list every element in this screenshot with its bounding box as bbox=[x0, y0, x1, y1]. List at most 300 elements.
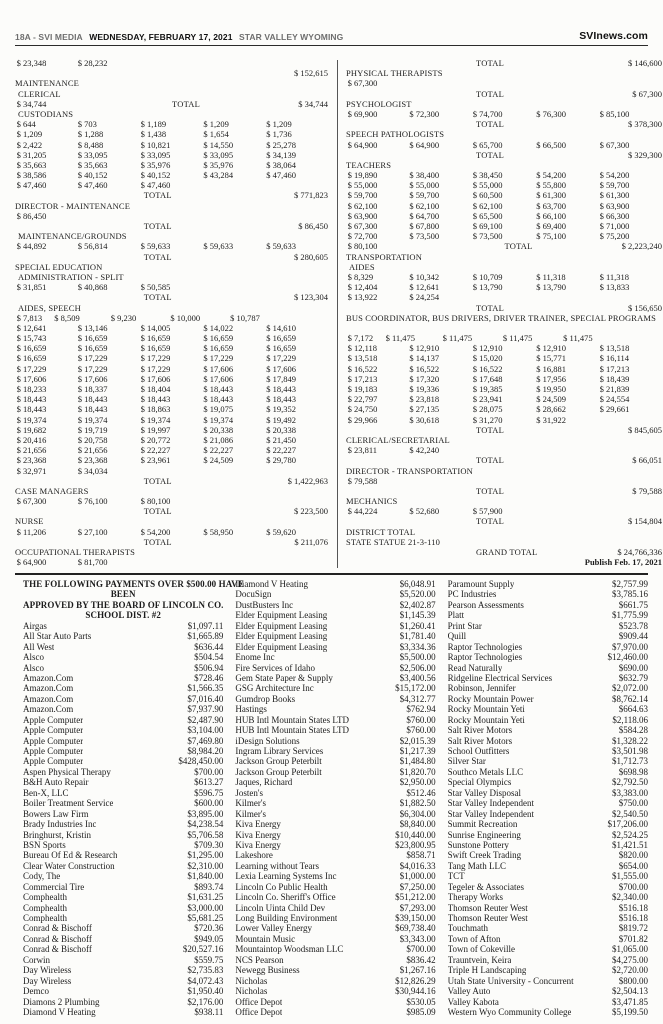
salary-heading-row bbox=[346, 262, 663, 272]
payee-name: Kilmer's bbox=[235, 798, 266, 809]
payment-amount: $4,312.77 bbox=[399, 693, 436, 704]
amount-cell: $ 86,450 bbox=[16, 210, 47, 221]
payment-amount: $51,212.00 bbox=[395, 892, 436, 903]
payment-amount: $3,501.98 bbox=[611, 746, 648, 756]
payment-row bbox=[235, 704, 435, 714]
amount-cell: $ 18,233 bbox=[16, 384, 47, 394]
total-label: TOTAL bbox=[143, 506, 172, 517]
salary-column-right bbox=[346, 58, 663, 567]
amount-cell: $ 11,475 bbox=[442, 333, 473, 344]
amount-cell: $ 21,656 bbox=[77, 445, 108, 456]
payee-name: Josten's bbox=[235, 787, 263, 798]
payment-row bbox=[235, 840, 435, 850]
amount-cell: $ 59,700 bbox=[599, 180, 630, 191]
payee-name: All West bbox=[23, 641, 55, 652]
salary-row bbox=[346, 445, 663, 455]
amount-cell: $ 52,680 bbox=[409, 506, 440, 517]
payment-row bbox=[448, 986, 648, 996]
amount-cell: $ 56,814 bbox=[77, 241, 108, 252]
payment-amount: $2,015.39 bbox=[399, 735, 436, 746]
payee-name: Paramount Supply bbox=[447, 579, 515, 589]
salary-row bbox=[15, 466, 329, 476]
salary-row bbox=[15, 99, 329, 109]
amount-cell: $ 69,900 bbox=[347, 108, 378, 119]
salary-row bbox=[15, 476, 329, 486]
payment-row bbox=[235, 809, 435, 819]
payment-row bbox=[448, 694, 648, 704]
salary-row bbox=[15, 394, 329, 404]
total-value: $ 378,300 bbox=[628, 119, 662, 130]
payment-row bbox=[448, 798, 648, 808]
section-heading: DIRECTOR - TRANSPORTATION bbox=[346, 465, 473, 476]
payment-amount: $7,293.00 bbox=[399, 902, 436, 913]
amount-cell: $ 31,851 bbox=[16, 282, 47, 293]
payment-row bbox=[235, 788, 435, 798]
amount-cell: $ 33,095 bbox=[203, 149, 234, 160]
salary-row bbox=[15, 252, 329, 262]
amount-cell: $ 38,586 bbox=[16, 170, 47, 181]
total-value: $ 154,804 bbox=[628, 516, 662, 527]
payment-row bbox=[23, 809, 223, 819]
payment-row bbox=[235, 746, 435, 756]
payee-name: Elder Equipment Leasing bbox=[235, 610, 328, 621]
payment-amount: $1,065.00 bbox=[611, 944, 648, 955]
payment-row bbox=[23, 756, 223, 766]
payment-row bbox=[235, 1007, 435, 1017]
payee-name: Apple Computer bbox=[23, 735, 84, 746]
payment-row bbox=[448, 882, 648, 892]
salary-row bbox=[346, 415, 663, 425]
payment-amount: $15,172.00 bbox=[395, 683, 436, 694]
payment-row bbox=[235, 934, 435, 944]
amount-cell: $ 59,700 bbox=[409, 190, 440, 201]
amount-cell: $ 28,075 bbox=[472, 404, 503, 415]
amount-cell: $ 1,209 bbox=[266, 119, 292, 130]
payment-row bbox=[448, 600, 648, 610]
amount-cell: $ 27,100 bbox=[77, 526, 108, 537]
amount-cell: $ 72,300 bbox=[409, 108, 440, 119]
payment-amount: $2,310.00 bbox=[187, 860, 224, 871]
payee-name: Quill bbox=[447, 631, 467, 642]
salary-row bbox=[15, 343, 329, 353]
salary-row bbox=[15, 180, 329, 190]
payee-name: Office Depot bbox=[235, 1006, 283, 1017]
payee-name: Salt River Motors bbox=[447, 725, 513, 736]
amount-cell: $ 73,500 bbox=[409, 231, 440, 242]
amount-cell: $ 19,336 bbox=[409, 384, 440, 394]
salary-row bbox=[15, 404, 329, 414]
amount-cell: $ 54,200 bbox=[599, 170, 630, 181]
payee-name: Demco bbox=[23, 986, 49, 997]
payment-amount: $3,471.85 bbox=[611, 996, 648, 1007]
total-label: TOTAL bbox=[475, 119, 504, 130]
amount-cell: $ 34,034 bbox=[77, 465, 108, 476]
payment-amount: $23,800.95 bbox=[395, 839, 436, 850]
total-label: TOTAL bbox=[475, 302, 504, 313]
section-divider bbox=[15, 573, 648, 575]
payment-row bbox=[448, 736, 648, 746]
total-value: $ 24,766,336 bbox=[617, 547, 662, 557]
payment-amount: $8,984.20 bbox=[187, 746, 224, 756]
amount-cell: $ 19,374 bbox=[203, 414, 234, 425]
salary-row bbox=[346, 374, 663, 384]
payee-name: Long Building Environment bbox=[235, 913, 338, 923]
payment-row bbox=[23, 798, 223, 808]
payment-row bbox=[448, 683, 648, 693]
payment-row bbox=[448, 944, 648, 954]
total-value: $ 146,600 bbox=[628, 58, 662, 68]
amount-cell: $ 13,922 bbox=[347, 292, 378, 303]
payee-name: Conrad & Bischoff bbox=[23, 944, 92, 955]
salary-row bbox=[346, 272, 663, 282]
salary-row bbox=[346, 241, 663, 251]
payee-name: Learning without Tears bbox=[235, 860, 320, 871]
salary-row bbox=[15, 58, 329, 68]
payee-name: Comphealth bbox=[23, 913, 67, 923]
payment-amount: $584.28 bbox=[618, 725, 648, 736]
section-heading: SPECIAL EDUCATION bbox=[15, 261, 103, 272]
salary-heading-row bbox=[346, 313, 663, 323]
payee-name: NCS Pearson bbox=[235, 954, 284, 965]
section-heading: MAINTENANCE bbox=[15, 78, 79, 89]
salary-heading-row bbox=[15, 109, 329, 119]
payment-amount: $3,383.00 bbox=[611, 787, 648, 798]
amount-cell: $ 20,338 bbox=[266, 424, 296, 435]
payment-row bbox=[448, 788, 648, 798]
section-heading: ADMINISTRATION - SPLIT bbox=[18, 271, 124, 282]
salary-row bbox=[15, 211, 329, 221]
payment-amount: $700.00 bbox=[194, 766, 224, 777]
payment-amount: $2,950.00 bbox=[399, 777, 436, 788]
amount-cell: $ 1,736 bbox=[266, 129, 292, 140]
amount-cell: $ 18,443 bbox=[77, 404, 108, 415]
payment-row bbox=[235, 579, 435, 589]
amount-cell: $ 13,518 bbox=[347, 353, 378, 364]
payment-amount: $2,402.87 bbox=[399, 599, 436, 610]
salary-heading-row bbox=[15, 262, 329, 272]
section-heading: OCCUPATIONAL THERAPISTS bbox=[15, 547, 136, 557]
amount-cell: $ 76,100 bbox=[77, 496, 108, 507]
payment-row bbox=[23, 861, 223, 871]
amount-cell: $ 47,460 bbox=[140, 180, 171, 191]
payment-row bbox=[23, 955, 223, 965]
payee-name: Apple Computer bbox=[23, 756, 84, 767]
amount-cell: $ 18,443 bbox=[203, 394, 234, 405]
payment-row bbox=[235, 892, 435, 902]
amount-cell: $ 60,500 bbox=[472, 190, 503, 201]
amount-cell: $ 13,790 bbox=[472, 282, 503, 293]
amount-cell: $ 59,633 bbox=[140, 241, 171, 252]
salary-row bbox=[346, 486, 663, 496]
amount-cell: $ 31,205 bbox=[16, 149, 47, 160]
payee-name: Star Valley Disposal bbox=[447, 787, 521, 798]
amount-cell: $ 71,000 bbox=[599, 221, 630, 231]
amount-cell: $ 16,659 bbox=[140, 343, 171, 354]
amount-cell: $ 63,900 bbox=[347, 210, 378, 221]
amount-cell: $ 50,585 bbox=[140, 282, 171, 293]
total-value: $ 123,304 bbox=[294, 292, 328, 303]
payment-row bbox=[23, 767, 223, 777]
amount-cell: $ 38,450 bbox=[472, 170, 503, 181]
payment-amount: $820.00 bbox=[618, 850, 648, 861]
amount-cell: $ 17,229 bbox=[266, 353, 296, 364]
payee-name: Alsco bbox=[23, 662, 44, 673]
payment-row bbox=[448, 913, 648, 923]
salary-row bbox=[15, 455, 329, 465]
section-heading: CASE MANAGERS bbox=[15, 485, 89, 496]
payment-amount: $559.75 bbox=[194, 954, 224, 965]
total-label: TOTAL bbox=[143, 190, 172, 201]
payee-name: Sunstone Pottery bbox=[447, 839, 509, 850]
payment-row bbox=[23, 882, 223, 892]
payee-name: Office Depot bbox=[235, 996, 283, 1007]
total-label: TOTAL bbox=[475, 424, 504, 435]
amount-cell: $ 47,460 bbox=[266, 170, 296, 181]
salary-row bbox=[346, 343, 663, 353]
payment-amount: $613.27 bbox=[194, 777, 224, 788]
payment-row bbox=[448, 809, 648, 819]
payment-amount: $4,275.00 bbox=[611, 954, 648, 965]
amount-cell: $ 62,100 bbox=[347, 200, 378, 211]
amount-cell: $ 15,020 bbox=[472, 353, 503, 364]
payee-name: Tang Math LLC bbox=[447, 860, 507, 871]
payee-name: Clear Water Construction bbox=[23, 860, 115, 871]
payment-row bbox=[448, 715, 648, 725]
total-label: TOTAL bbox=[475, 58, 504, 68]
salary-row bbox=[15, 353, 329, 363]
payee-name: Nicholas bbox=[235, 986, 268, 997]
salary-row bbox=[346, 201, 663, 211]
amount-cell: $ 19,183 bbox=[347, 384, 378, 394]
payment-row bbox=[235, 976, 435, 986]
amount-cell: $ 55,800 bbox=[536, 180, 566, 191]
amount-cell: $ 33,095 bbox=[140, 149, 171, 160]
payment-row bbox=[448, 976, 648, 986]
amount-cell: $ 20,758 bbox=[77, 434, 108, 445]
amount-cell: $ 16,659 bbox=[16, 343, 47, 354]
payment-amount: $10,440.00 bbox=[395, 829, 436, 840]
total-value: $ 771,823 bbox=[294, 190, 328, 201]
salary-row bbox=[15, 160, 329, 170]
payee-name: Triple H Landscaping bbox=[447, 965, 527, 976]
payment-amount: $4,016.33 bbox=[399, 860, 436, 871]
payment-amount: $12,826.29 bbox=[395, 975, 436, 986]
payment-amount: $4,238.54 bbox=[187, 819, 224, 830]
payee-name: Kiva Energy bbox=[235, 839, 281, 850]
payment-amount: $1,295.00 bbox=[187, 850, 224, 861]
payment-amount: $909.44 bbox=[618, 631, 648, 642]
payee-name: Tegeler & Associates bbox=[447, 881, 525, 892]
amount-cell: $ 30,618 bbox=[409, 414, 440, 425]
amount-cell: $ 64,700 bbox=[409, 210, 440, 221]
amount-cell: $ 19,950 bbox=[536, 384, 566, 394]
payment-amount: $1,781.40 bbox=[399, 631, 436, 642]
payment-row bbox=[448, 850, 648, 860]
amount-cell: $ 81,700 bbox=[77, 557, 108, 568]
amount-cell: $ 72,700 bbox=[347, 231, 378, 242]
total-label: TOTAL bbox=[143, 292, 172, 303]
amount-cell: $ 17,229 bbox=[140, 353, 171, 364]
payment-row bbox=[23, 694, 223, 704]
payment-amount: $5,706.58 bbox=[187, 829, 224, 840]
amount-cell: $ 10,787 bbox=[230, 312, 260, 323]
total-value: $ 845,605 bbox=[628, 424, 662, 435]
amount-cell: $ 47,460 bbox=[77, 180, 108, 191]
payee-name: Elder Equipment Leasing bbox=[235, 631, 328, 642]
masthead-date: WEDNESDAY, FEBRUARY 17, 2021 bbox=[89, 32, 233, 42]
amount-cell: $ 55,000 bbox=[409, 180, 440, 191]
payment-row bbox=[448, 631, 648, 641]
payment-row bbox=[23, 997, 223, 1007]
payee-name: Raptor Technologies bbox=[447, 652, 523, 663]
salary-row bbox=[346, 221, 663, 231]
amount-cell: $ 19,890 bbox=[347, 170, 378, 181]
amount-cell: $ 8,488 bbox=[77, 139, 104, 150]
section-heading: DISTRICT TOTAL bbox=[346, 526, 416, 537]
payment-amount: $523.78 bbox=[618, 620, 648, 631]
amount-cell: $ 61,300 bbox=[536, 190, 566, 201]
payment-amount: $836.42 bbox=[406, 954, 436, 965]
payment-row bbox=[23, 913, 223, 923]
amount-cell: $ 14,005 bbox=[140, 322, 171, 333]
salary-row bbox=[15, 384, 329, 394]
amount-cell: $ 10,821 bbox=[140, 139, 171, 150]
payment-row bbox=[448, 756, 648, 766]
payee-name: Day Wireless bbox=[23, 965, 72, 976]
payment-amount: $701.82 bbox=[618, 933, 648, 944]
payee-name: Fire Services of Idaho bbox=[235, 662, 316, 673]
amount-cell: $ 17,849 bbox=[266, 373, 296, 384]
payment-amount: $6,304.00 bbox=[399, 808, 436, 819]
salary-row bbox=[346, 364, 663, 374]
total-value: $ 2,223,240 bbox=[621, 241, 662, 252]
amount-cell: $ 59,620 bbox=[266, 526, 296, 537]
total-value: $ 329,300 bbox=[628, 149, 662, 160]
salary-row bbox=[15, 496, 329, 506]
amount-cell: $ 66,300 bbox=[599, 210, 630, 221]
payee-name: Rocky Mountain Yeti bbox=[447, 714, 525, 725]
salary-heading-row bbox=[15, 303, 329, 313]
amount-cell: $ 63,700 bbox=[536, 200, 566, 211]
amount-cell: $ 69,400 bbox=[536, 221, 566, 231]
section-heading: STATE STATUE 21-3-110 bbox=[346, 536, 441, 547]
salary-heading-row bbox=[15, 272, 329, 282]
payment-row bbox=[448, 892, 648, 902]
amount-cell: $ 19,997 bbox=[140, 424, 171, 435]
payment-amount: $1,328.22 bbox=[611, 735, 648, 746]
amount-cell: $ 16,659 bbox=[16, 353, 47, 364]
payment-amount: $3,785.16 bbox=[611, 589, 648, 600]
payment-amount: $1,712.73 bbox=[611, 756, 648, 767]
amount-cell: $ 75,100 bbox=[536, 231, 566, 242]
masthead-left bbox=[15, 32, 347, 42]
payee-name: Star Valley Independent bbox=[447, 808, 534, 819]
payee-name: PC Industries bbox=[447, 589, 497, 600]
salary-row bbox=[15, 129, 329, 139]
payment-row bbox=[235, 610, 435, 620]
section-heading: CLERICAL/SECRETARIAL bbox=[346, 434, 450, 445]
amount-cell: $ 19,352 bbox=[266, 404, 296, 415]
total-label: TOTAL bbox=[143, 536, 172, 547]
amount-cell: $ 1,189 bbox=[140, 119, 167, 130]
amount-cell: $ 13,518 bbox=[599, 343, 630, 354]
payee-name: TCT bbox=[447, 871, 465, 882]
payment-amount: $661.75 bbox=[618, 599, 648, 610]
payee-name: Nicholas bbox=[235, 975, 268, 986]
payee-name: Conrad & Bischoff bbox=[23, 933, 92, 944]
payee-name: Amazon.Com bbox=[23, 683, 74, 694]
payments-header-line: SCHOOL DIST. #2 bbox=[85, 610, 161, 621]
payment-amount: $2,118.06 bbox=[612, 714, 648, 725]
payee-name: Apple Computer bbox=[23, 725, 84, 736]
amount-cell: $ 1,654 bbox=[203, 129, 229, 140]
payment-amount: $7,250.00 bbox=[399, 881, 436, 892]
payment-amount: $938.11 bbox=[194, 1006, 224, 1017]
salary-row bbox=[346, 282, 663, 292]
salary-heading-row bbox=[346, 435, 663, 445]
payment-row bbox=[23, 715, 223, 725]
amount-cell: $ 11,475 bbox=[502, 333, 533, 344]
amount-cell: $ 17,229 bbox=[77, 363, 108, 374]
payee-name: Apple Computer bbox=[23, 746, 84, 756]
amount-cell: $ 16,659 bbox=[203, 333, 234, 344]
payment-row bbox=[448, 871, 648, 881]
amount-cell: $ 64,900 bbox=[409, 139, 440, 150]
amount-cell: $ 67,300 bbox=[599, 139, 630, 150]
payment-row bbox=[23, 683, 223, 693]
payment-amount: $428,450.00 bbox=[178, 756, 224, 767]
payment-amount: $632.79 bbox=[618, 672, 648, 683]
payment-row bbox=[448, 903, 648, 913]
amount-cell: $ 15,771 bbox=[536, 353, 566, 364]
salary-row bbox=[346, 516, 663, 526]
payment-amount: $760.00 bbox=[406, 725, 436, 736]
section-heading: MAINTENANCE/GROUNDS bbox=[18, 231, 127, 242]
payment-row bbox=[448, 579, 648, 589]
payment-amount: $2,340.00 bbox=[611, 892, 648, 903]
payee-name: Lincoln Uinta Child Dev bbox=[235, 902, 326, 913]
amount-cell: $ 23,811 bbox=[347, 445, 378, 456]
amount-cell: $ 32,971 bbox=[16, 465, 47, 476]
masthead-site: SVInews.com bbox=[579, 30, 648, 42]
payment-row bbox=[23, 746, 223, 756]
amount-cell: $ 67,800 bbox=[409, 221, 440, 231]
payment-amount: $700.00 bbox=[618, 881, 648, 892]
section-heading: TRANSPORTATION bbox=[346, 251, 422, 262]
salary-row bbox=[346, 140, 663, 150]
payee-name: Valley Kabota bbox=[447, 996, 499, 1007]
amount-cell: $ 644 bbox=[16, 119, 36, 130]
payment-row bbox=[448, 819, 648, 829]
salary-row bbox=[15, 170, 329, 180]
payment-row bbox=[448, 840, 648, 850]
payee-name: Jaques, Richard bbox=[235, 777, 293, 788]
amount-cell: $ 16,659 bbox=[140, 333, 171, 344]
payment-row bbox=[448, 746, 648, 756]
amount-cell: $ 29,780 bbox=[266, 455, 296, 466]
payment-amount: $800.00 bbox=[618, 975, 648, 986]
amount-cell: $ 22,227 bbox=[203, 445, 234, 456]
salary-row bbox=[15, 557, 329, 567]
publish-date: Publish Feb. 17, 2021 bbox=[584, 557, 662, 568]
masthead bbox=[15, 0, 648, 46]
amount-cell: $ 10,000 bbox=[170, 312, 201, 323]
payment-row bbox=[448, 997, 648, 1007]
amount-cell: $ 19,075 bbox=[203, 404, 234, 415]
amount-cell: $ 59,700 bbox=[347, 190, 378, 201]
amount-cell: $ 18,443 bbox=[266, 384, 296, 394]
payee-name: Diamond V Heating bbox=[235, 579, 308, 589]
